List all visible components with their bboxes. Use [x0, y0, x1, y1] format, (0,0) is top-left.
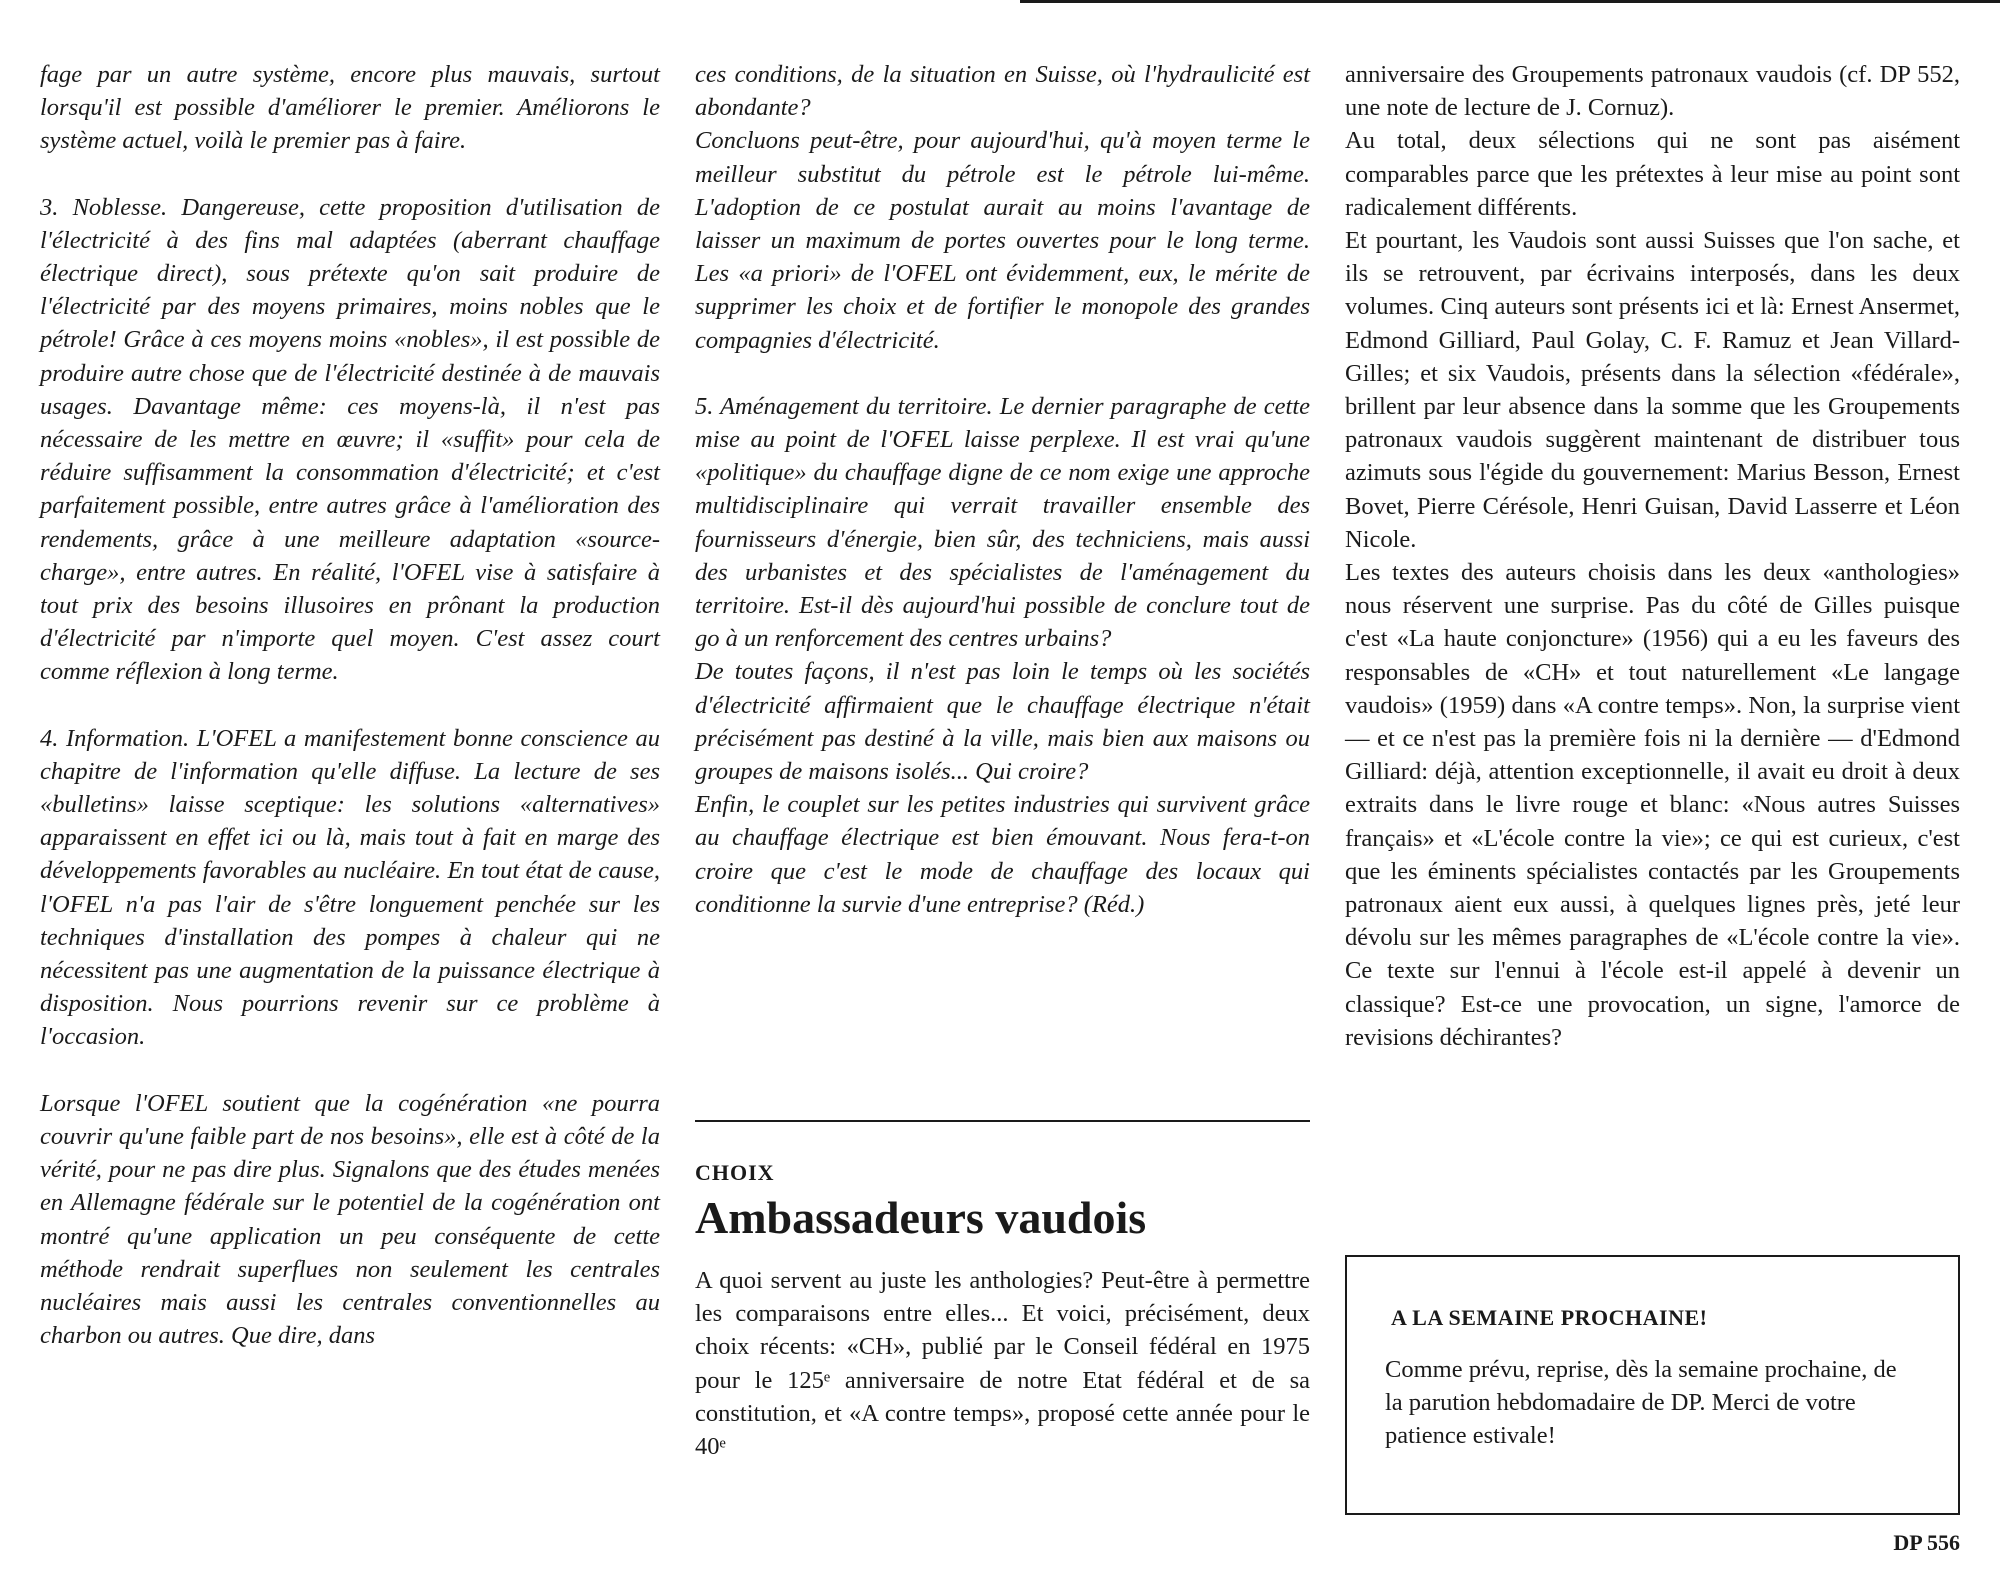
article-divider	[695, 1120, 1310, 1122]
top-rule	[1020, 0, 2000, 3]
paragraph-cogeneration: Lorsque l'OFEL soutient que la cogénération «ne pourra couvrir qu'une faible part de nos besoins», elle est à côté de la vérité, pour ne pas dire plus. Signalons que des études menées en Allemagne fédérale sur le potentiel de la cogénération ont montré qu'une application un peu conséquente de cette méthode rendrait superflues non seulement les centrales nucléaires mais aussi les centrales conventionnelles au charbon ou autres. Que dire, dans	[40, 1089, 660, 1350]
notice-text: Comme prévu, reprise, dès la semaine prochaine, de la parution hebdomadaire de DP. Merci de votre patience estivale!	[1385, 1356, 1897, 1450]
column-2	[695, 58, 1310, 921]
article-kicker: CHOIX	[695, 1160, 775, 1185]
column-3	[1345, 58, 1960, 1054]
paragraph-les-textes: Les textes des auteurs choisis dans les deux «anthologies» nous réservent une surprise. Pas du côté de Gilles puisque c'est «La haute conjoncture» (1956) qui a eu les faveurs des responsables de «CH» et tout naturellement «Le langage vaudois» (1959) dans «A contre temps». Non, la surprise vient — et ce n'est pas la première fois ni la dernière — d'Edmond Gilliard: déjà, attention exceptionnelle, il avait eu droit à deux extraits dans le livre rouge et blanc: «Nous autres Suisses français» et «L'école contre la vie»; ce qui est curieux, c'est que les éminents spécialistes contactés par les Groupements patronaux aient eux aussi, à quelques lignes près, jeté leur dévolu sur les mêmes paragraphes de «L'école contre la vie». Ce texte sur l'ennui à l'école est-il appelé à devenir un classique? Est-ce une provocation, un signe, l'amorce de revisions déchirantes?	[1345, 559, 1960, 1051]
paragraph-continuation: fage par un autre système, encore plus mauvais, surtout lorsqu'il est possible d'améliorer le premier. Améliorons le système actuel, voilà le premier pas à faire.	[40, 61, 660, 155]
paragraph-au-total: Au total, deux sélections qui ne sont pas aisément comparables parce que les prétextes à leur mise au point sont radicalement différents.	[1345, 127, 1960, 221]
article-choix	[695, 1160, 1310, 1463]
notice-title: A LA SEMAINE PROCHAINE!	[1391, 1305, 1708, 1330]
article-intro: A quoi servent au juste les anthologies? Peut-être à permettre les comparaisons entre elles... Et voici, précisément, deux choix récents: «CH», publié par le Conseil fédéral en 1975 pour le 125ᵉ anniversaire de notre Etat fédéral et de sa constitution, et «A contre temps», proposé cette année pour le 40ᵉ	[695, 1267, 1310, 1461]
paragraph-amenagement: 5. Aménagement du territoire. Le dernier paragraphe de cette mise au point de l'OFEL laisse perplexe. Il est vrai qu'une «politique» du chauffage digne de ce nom exige une approche multidisciplinaire qui verrait travailler ensemble des fournisseurs d'énergie, bien sûr, des techniciens, mais aussi des urbanistes et des spécialistes de l'aménagement du territoire. Est-il dès aujourd'hui possible de conclure tout de go à un renforcement des centres urbains?	[695, 392, 1310, 653]
paragraph-hydraulicite: ces conditions, de la situation en Suisse, où l'hydraulicité est abondante?	[695, 61, 1310, 122]
page-reference: DP 556	[1893, 1530, 1960, 1555]
paragraph-enfin: Enfin, le couplet sur les petites industries qui survivent grâce au chauffage électrique est bien émouvant. Nous fera-t-on croire que c'est le mode de chauffage des locaux qui conditionne la survie d'une entreprise? (Réd.)	[695, 791, 1310, 918]
paragraph-toutes-facons: De toutes façons, il n'est pas loin le temps où les sociétés d'électricité affirmaient que le chauffage électrique n'était précisément pas destiné à la ville, mais bien aux maisons ou groupes de maisons isolés... Qui croire?	[695, 658, 1310, 786]
paragraph-anniversaire: anniversaire des Groupements patronaux vaudois (cf. DP 552, une note de lecture de J. Cornuz).	[1345, 61, 1960, 122]
paragraph-et-pourtant: Et pourtant, les Vaudois sont aussi Suisses que l'on sache, et ils se retrouvent, par écrivains interposés, dans les deux volumes. Cinq auteurs sont présents ici et là: Ernest Ansermet, Edmond Gilliard, Paul Golay, C. F. Ramuz et Jean Villard-Gilles; et six Vaudois, présents dans la sélection «fédérale», brillent par leur absence dans la somme que les Groupements patronaux vaudois suggèrent maintenant de distribuer tous azimuts sous l'égide du gouvernement: Marius Besson, Ernest Bovet, Pierre Cérésole, Henri Guisan, David Lasserre et Léon Nicole.	[1345, 227, 1960, 553]
paragraph-information: 4. Information. L'OFEL a manifestement bonne conscience au chapitre de l'information qu'elle diffuse. La lecture de ses «bulletins» laisse sceptique: les solutions «alternatives» apparaissent en effet ici ou là, mais tout à fait en marge des développements favorables au nucléaire. En tout état de cause, l'OFEL n'a pas l'air de s'être longuement penchée sur les techniques d'installation des pompes à chaleur qui ne nécessitent pas une augmentation de la puissance électrique à disposition. Nous pourrions revenir sur ce problème à l'occasion.	[40, 724, 660, 1051]
notice-box	[1345, 1255, 1960, 1515]
paragraph-noblesse: 3. Noblesse. Dangereuse, cette proposition d'utilisation de l'électricité à des fins mal adaptées (aberrant chauffage électrique direct), sous prétexte qu'on sait produire de l'électricité par des moyens primaires, moins nobles que le pétrole! Grâce à ces moyens moins «nobles», il est possible de produire autre chose que de l'électricité destinée à de mauvais usages. Davantage même: ces moyens-là, il n'est pas nécessaire de les mettre en œuvre; il «suffit» pour cela de réduire suffisamment la consommation d'électricité; et c'est parfaitement possible, entre autres grâce à l'amélioration des rendements, grâce à une meilleure adaptation «source-charge», entre autres. En réalité, l'OFEL vise à satisfaire à tout prix des besoins illusoires en prônant la production d'électricité par n'importe quel moyen. C'est assez court comme réflexion à long terme.	[40, 193, 660, 686]
paragraph-conclusion: Concluons peut-être, pour aujourd'hui, qu'à moyen terme le meilleur substitut du pétrole est le pétrole lui-même. L'adoption de ce postulat aurait au moins l'avantage de laisser un maximum de portes ouvertes pour le long terme. Les «a priori» de l'OFEL ont évidemment, eux, le mérite de supprimer les choix et de fortifier le monopole des grandes compagnies d'électricité.	[695, 127, 1310, 354]
column-1	[40, 58, 660, 1352]
article-headline: Ambassadeurs vaudois	[695, 1192, 1147, 1243]
